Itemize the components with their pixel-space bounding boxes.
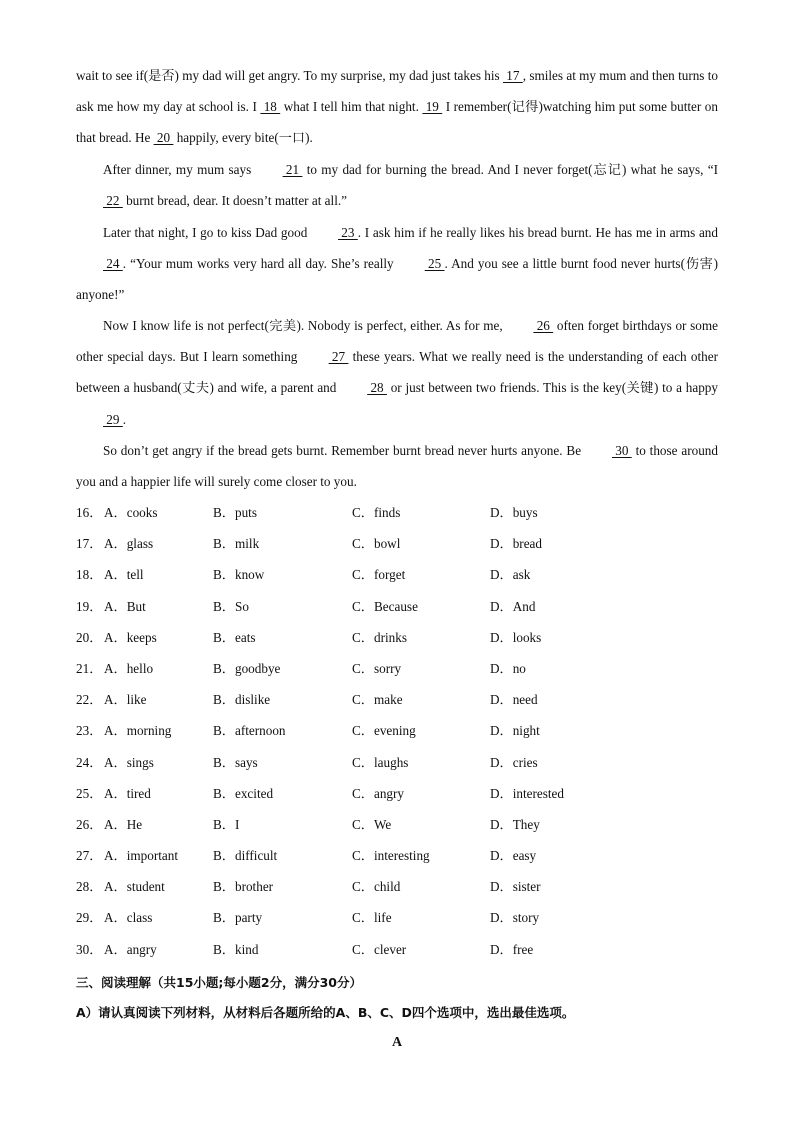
text: . I ask him if he really likes his bread burnt. He has me in arms and bbox=[357, 225, 718, 240]
option-c: C．child bbox=[352, 879, 401, 895]
option-b: B．puts bbox=[213, 505, 257, 520]
blank-27: 27 bbox=[328, 349, 349, 365]
question-17-options bbox=[76, 528, 736, 559]
option-c: C．clever bbox=[352, 941, 407, 957]
question-number: 26． bbox=[76, 816, 103, 832]
blank-21: 21 bbox=[282, 162, 303, 177]
option-c: C．finds bbox=[352, 505, 401, 520]
option-d: D．buys bbox=[490, 505, 538, 520]
option-c: C．life bbox=[352, 910, 392, 926]
blank-18: 18 bbox=[260, 99, 281, 115]
option-d: D．They bbox=[490, 816, 540, 832]
text: burnt bread, dear. It doesn’t matter at all.” bbox=[122, 193, 348, 209]
text: Later that night, I go to kiss Dad good bbox=[103, 225, 311, 240]
option-c: C．sorry bbox=[352, 660, 402, 676]
question-number: 18． bbox=[76, 567, 103, 583]
text: or just between two friends. This is the key(关键) to a happy bbox=[386, 380, 718, 396]
option-d: D．bread bbox=[490, 536, 542, 552]
section-instruction: A）请认真阅读下列材料，从材料后各题所给的A、B、C、D四个选项中，选出最佳选项。 bbox=[76, 1005, 575, 1020]
question-21-options bbox=[76, 653, 736, 684]
option-a: A．student bbox=[104, 879, 165, 895]
question-27-options bbox=[76, 840, 736, 871]
text: these years. What we really need is the understanding of each other between a husband(丈夫) and wife, a parent and bbox=[76, 349, 718, 396]
option-b: B．kind bbox=[213, 941, 259, 957]
option-a: A．tell bbox=[104, 567, 144, 583]
text: So don’t get angry if the bread gets burnt. Remember burnt bread never hurts anyone. Be bbox=[103, 443, 585, 458]
question-number: 19． bbox=[76, 598, 103, 614]
option-b: B．eats bbox=[213, 629, 256, 645]
option-c: C．interesting bbox=[352, 848, 430, 864]
option-c: C．bowl bbox=[352, 536, 401, 552]
section-title: 三、阅读理解（共15小题;每小题2分，满分30分） bbox=[76, 975, 362, 990]
option-b: B．I bbox=[213, 816, 240, 832]
question-16-options bbox=[76, 497, 736, 528]
option-d: D．ask bbox=[490, 567, 531, 583]
question-23-options bbox=[76, 715, 736, 746]
text: happily, every bite(一口). bbox=[173, 130, 313, 146]
option-c: C．evening bbox=[352, 723, 416, 739]
option-c: C．forget bbox=[352, 567, 406, 583]
option-c: C．Because bbox=[352, 598, 418, 614]
option-a: A．sings bbox=[104, 754, 154, 770]
question-number: 22． bbox=[76, 692, 103, 708]
option-a: A．angry bbox=[104, 941, 157, 957]
option-a: A．But bbox=[104, 598, 146, 614]
option-d: D．story bbox=[490, 910, 540, 926]
question-22-options bbox=[76, 684, 736, 715]
question-number: 25． bbox=[76, 785, 103, 801]
option-b: B．difficult bbox=[213, 848, 278, 864]
blank-28: 28 bbox=[367, 380, 387, 396]
blank-24: 24 bbox=[103, 256, 123, 272]
blank-20: 20 bbox=[153, 130, 174, 146]
passage-paragraph-3 bbox=[76, 217, 718, 311]
question-number: 17． bbox=[76, 536, 103, 552]
text: . bbox=[122, 411, 127, 427]
option-b: B．says bbox=[213, 754, 258, 770]
option-b: B．know bbox=[213, 567, 265, 583]
option-c: C．angry bbox=[352, 785, 405, 801]
question-number: 23． bbox=[76, 723, 103, 739]
option-b: B．brother bbox=[213, 879, 274, 895]
option-c: C．make bbox=[352, 692, 403, 708]
option-d: D．easy bbox=[490, 848, 537, 864]
options-list bbox=[76, 497, 736, 965]
text: wait to see if(是否) my dad will get angry. To my surprise, my dad just takes his bbox=[76, 68, 503, 83]
passage-paragraph-2 bbox=[76, 154, 718, 216]
text: . And you see a little burnt food never hurts(伤害) anyone!” bbox=[76, 256, 718, 303]
option-b: B．party bbox=[213, 910, 263, 926]
blank-22: 22 bbox=[103, 193, 123, 209]
question-number: 30． bbox=[76, 941, 103, 957]
blank-17: 17 bbox=[502, 68, 523, 83]
passage-paragraph-1 bbox=[76, 60, 718, 154]
question-number: 29． bbox=[76, 910, 103, 926]
option-b: B．afternoon bbox=[213, 723, 286, 739]
text: After dinner, my mum says bbox=[103, 162, 256, 177]
passage-paragraph-5 bbox=[76, 435, 718, 497]
option-b: B．excited bbox=[213, 785, 274, 801]
option-c: C．drinks bbox=[352, 629, 407, 645]
option-d: D．need bbox=[490, 692, 538, 708]
question-number: 27． bbox=[76, 848, 103, 864]
text: to those around you and a happier life will surely come closer to you. bbox=[76, 443, 718, 490]
text: . “Your mum works very hard all day. She’s really bbox=[122, 256, 398, 272]
question-24-options bbox=[76, 747, 736, 778]
blank-23: 23 bbox=[338, 225, 358, 240]
option-d: D．night bbox=[490, 723, 540, 739]
option-a: A．important bbox=[104, 848, 178, 864]
option-a: A．like bbox=[104, 692, 147, 708]
question-20-options bbox=[76, 622, 736, 653]
text: to my dad for burning the bread. And I never forget(忘记) what he says, “I bbox=[302, 162, 718, 177]
blank-19: 19 bbox=[422, 99, 443, 115]
option-a: A．cooks bbox=[104, 505, 158, 520]
option-d: D．And bbox=[490, 598, 536, 614]
question-28-options bbox=[76, 871, 736, 902]
option-d: D．looks bbox=[490, 629, 542, 645]
text: I remember(记得)watching him put some butter on that bread. He bbox=[76, 99, 718, 146]
question-30-options bbox=[76, 934, 736, 965]
question-26-options bbox=[76, 809, 736, 840]
question-25-options bbox=[76, 778, 736, 809]
option-a: A．class bbox=[104, 910, 153, 926]
text: often forget birthdays or some other special days. But I learn something bbox=[76, 318, 718, 365]
question-number: 20． bbox=[76, 629, 103, 645]
option-b: B．goodbye bbox=[213, 660, 281, 676]
question-number: 24． bbox=[76, 754, 103, 770]
option-d: D．no bbox=[490, 660, 526, 676]
blank-29: 29 bbox=[103, 411, 123, 427]
option-a: A．morning bbox=[104, 723, 172, 739]
option-d: D．sister bbox=[490, 879, 541, 895]
text: Now I know life is not perfect(完美). Nobody is perfect, either. As for me, bbox=[103, 318, 507, 333]
question-number: 21． bbox=[76, 660, 103, 676]
option-a: A．tired bbox=[104, 785, 151, 801]
option-a: A．He bbox=[104, 816, 143, 832]
text: what I tell him that night. bbox=[280, 99, 423, 115]
option-b: B．milk bbox=[213, 536, 260, 552]
option-d: D．free bbox=[490, 941, 534, 957]
passage-paragraph-4 bbox=[76, 310, 718, 435]
option-a: A．glass bbox=[104, 536, 154, 552]
option-c: C．laughs bbox=[352, 754, 409, 770]
option-d: D．cries bbox=[490, 754, 538, 770]
text: , smiles at my mum and then turns to ask me how my day at school is. I bbox=[76, 68, 718, 115]
option-b: B．So bbox=[213, 598, 249, 614]
question-18-options bbox=[76, 559, 736, 590]
option-a: A．keeps bbox=[104, 629, 157, 645]
question-number: 28． bbox=[76, 879, 103, 895]
option-c: C．We bbox=[352, 816, 392, 832]
blank-30: 30 bbox=[611, 443, 632, 458]
question-19-options bbox=[76, 591, 736, 622]
passage-label: A bbox=[391, 1035, 403, 1050]
question-number: 16． bbox=[76, 505, 103, 520]
option-a: A．hello bbox=[104, 660, 154, 676]
question-29-options bbox=[76, 902, 736, 933]
option-d: D．interested bbox=[490, 785, 564, 801]
option-b: B．dislike bbox=[213, 692, 271, 708]
blank-25: 25 bbox=[424, 256, 445, 272]
blank-26: 26 bbox=[533, 318, 554, 333]
